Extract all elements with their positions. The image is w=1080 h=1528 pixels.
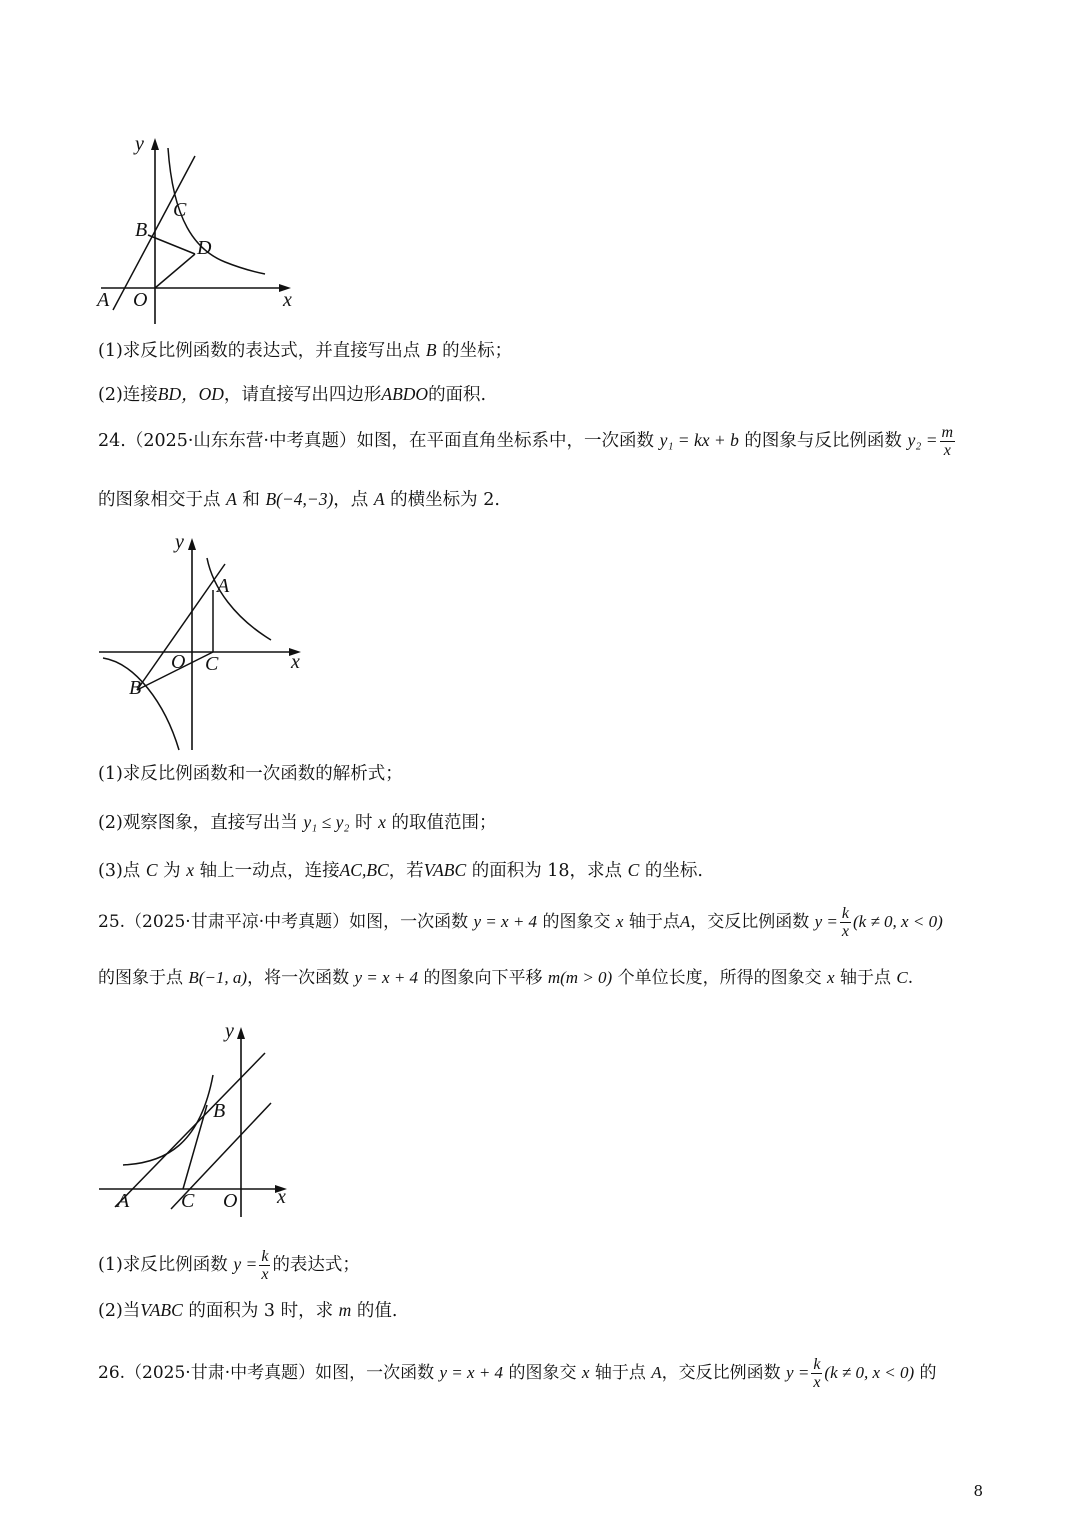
fig2-label-A: A (217, 575, 230, 597)
fig1-label-O: O (133, 289, 148, 311)
fig2-label-y: y (175, 531, 184, 553)
q26-stem-line1: 26.（2025·甘肃·中考真题）如图，一次函数 y = x + 4 的图象交 x 轴于点 A，交反比例函数 y = $\frac{k}{x}$ (k ≠ 0, x < 0) 的 (98, 1356, 937, 1391)
fig2-label-B: B (129, 677, 142, 699)
figure-q23 (95, 130, 315, 330)
fig1-label-y: y (135, 133, 144, 155)
q23-part2: (2)连接BD，OD，请直接写出四边形ABDO的面积. (98, 384, 487, 405)
fig3-label-B: B (213, 1100, 226, 1122)
q25-part1: (1)求反比例函数 y = $\frac{k}{x}$ 的表达式； (98, 1248, 360, 1283)
fig3-label-C: C (181, 1190, 195, 1212)
figure-q25 (95, 1015, 315, 1220)
fig2-label-O: O (171, 651, 186, 673)
fig3-label-y: y (225, 1020, 234, 1042)
fig2-label-C: C (205, 653, 219, 675)
q23-part1: (1)求反比例函数的表达式，并直接写出点 B 的坐标； (98, 340, 513, 361)
fig1-label-A: A (97, 289, 110, 311)
fig1-label-x: x (283, 289, 292, 311)
fig1-label-B: B (135, 219, 148, 241)
fig2-label-x: x (291, 651, 300, 673)
q24-part3: (3)点 C 为 x 轴上一动点，连接AC,BC，若VABC 的面积为 18，求点 C 的坐标. (98, 860, 703, 881)
q25-stem-line2: 的图象于点 B(−1, a)，将一次函数 y = x + 4 的图象向下平移 m(m > 0) 个单位长度，所得的图象交 x 轴于点 C. (98, 968, 914, 988)
fig3-label-A: A (117, 1190, 130, 1212)
q24-stem-line1: 24.（2025·山东东营·中考真题）如图，在平面直角坐标系中，一次函数 y₁ = kx + b 的图象与反比例函数 y₂ = $\frac{m}{x}$ (98, 424, 954, 459)
figure-q24 (95, 528, 315, 753)
q24-stem-line2: 的图象相交于点 A 和 B(−4,−3)，点 A 的横坐标为 2. (98, 489, 500, 510)
q24-part2: (2)观察图象，直接写出当 y₁ ≤ y₂ 时 x 的取值范围； (98, 812, 497, 833)
fig1-label-D: D (197, 237, 212, 259)
fig3-label-x: x (277, 1186, 286, 1208)
q24-part1: (1)求反比例函数和一次函数的解析式； (98, 764, 403, 784)
fig1-label-C: C (173, 199, 187, 221)
q25-stem-line1: 25.（2025·甘肃平凉·中考真题）如图，一次函数 y = x + 4 的图象交 x 轴于点A，交反比例函数 y = $\frac{k}{x}$ (k ≠ 0, x < 0) (98, 905, 943, 940)
page-number: 8 (973, 1482, 983, 1500)
q25-part2: (2)当VABC 的面积为 3 时，求 m 的值. (98, 1300, 398, 1321)
fig3-label-O: O (223, 1190, 238, 1212)
